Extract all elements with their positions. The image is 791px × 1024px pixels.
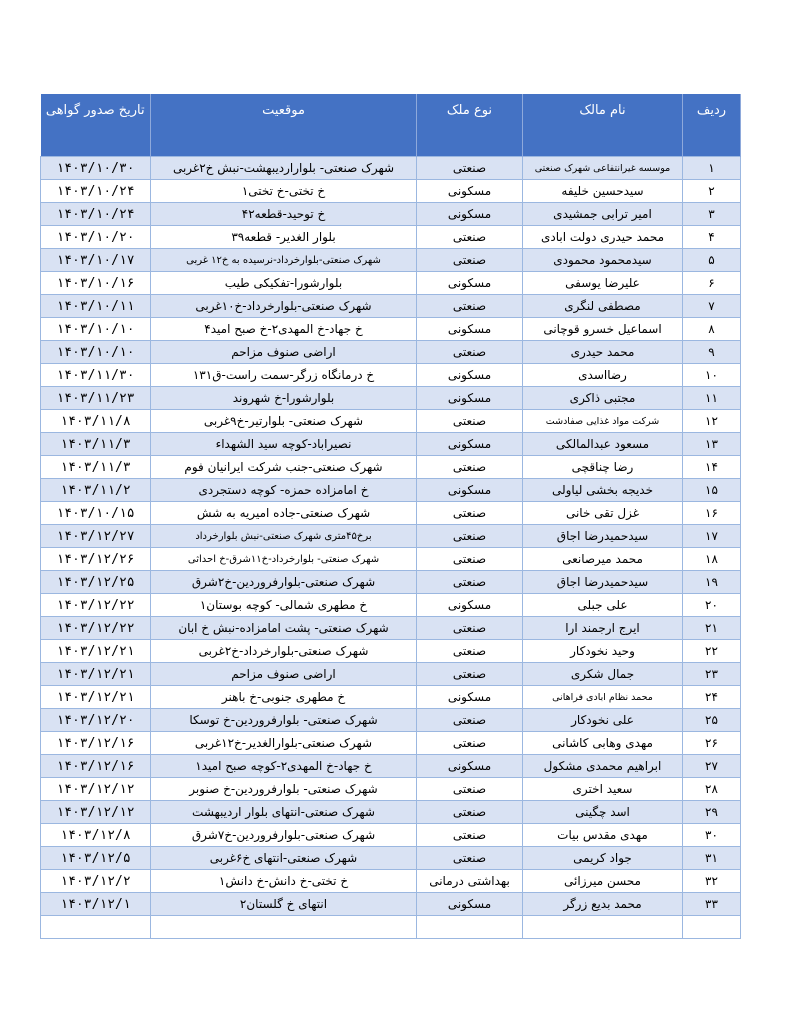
cell-issue-date: ۱۴۰۳/۱۱/۲۳: [41, 387, 151, 410]
cell-location: شهرک صنعتی-جنب شرکت ایرانیان فوم: [151, 456, 417, 479]
cell-row-number: ۲۰: [683, 594, 741, 617]
cell-row-number: ۳۲: [683, 870, 741, 893]
header-issue-date: تاریخ صدور گواهی: [41, 94, 151, 157]
table-row: [41, 502, 741, 525]
cell-row-number: ۲۶: [683, 732, 741, 755]
cell-owner-name: جواد کریمی: [523, 847, 683, 870]
cell-issue-date: ۱۴۰۳/۱۰/۱۰: [41, 318, 151, 341]
cell-property-type: مسکونی: [417, 594, 523, 617]
cell-owner-name: محمد نظام ابادی فراهانی: [523, 686, 683, 709]
cell-property-type: مسکونی: [417, 387, 523, 410]
table-row: [41, 318, 741, 341]
table-row: [41, 387, 741, 410]
table-row: [41, 364, 741, 387]
cell-row-number: ۸: [683, 318, 741, 341]
table-row: [41, 433, 741, 456]
empty-cell: [151, 916, 417, 939]
cell-owner-name: امیر ترابی جمشیدی: [523, 203, 683, 226]
header-property-type: نوع ملک: [417, 94, 523, 157]
cell-location: خ امامزاده حمزه- کوچه دستجردی: [151, 479, 417, 502]
table-row: [41, 640, 741, 663]
cell-owner-name: اسماعیل خسرو قوچانی: [523, 318, 683, 341]
cell-property-type: صنعتی: [417, 249, 523, 272]
cell-issue-date: ۱۴۰۳/۱۲/۲۲: [41, 617, 151, 640]
cell-row-number: ۱۷: [683, 525, 741, 548]
cell-location: خ مطهری جنوبی-خ باهنر: [151, 686, 417, 709]
table-row: [41, 295, 741, 318]
cell-issue-date: ۱۴۰۳/۱۲/۲۰: [41, 709, 151, 732]
cell-row-number: ۱۶: [683, 502, 741, 525]
cell-issue-date: ۱۴۰۳/۱۱/۸: [41, 410, 151, 433]
cell-issue-date: ۱۴۰۳/۱۱/۳۰: [41, 364, 151, 387]
cell-issue-date: ۱۴۰۳/۱۲/۸: [41, 824, 151, 847]
cell-property-type: صنعتی: [417, 410, 523, 433]
cell-property-type: مسکونی: [417, 272, 523, 295]
cell-owner-name: محسن میرزائی: [523, 870, 683, 893]
cell-location: شهرک صنعتی- بلوارخرداد-خ۱۱شرق-خ احداثی: [151, 548, 417, 571]
cell-property-type: صنعتی: [417, 732, 523, 755]
cell-owner-name: مسعود عبدالمالکی: [523, 433, 683, 456]
cell-row-number: ۳: [683, 203, 741, 226]
cell-property-type: صنعتی: [417, 157, 523, 180]
cell-issue-date: ۱۴۰۳/۱۲/۵: [41, 847, 151, 870]
cell-location: بلوارشورا-خ شهروند: [151, 387, 417, 410]
cell-row-number: ۲: [683, 180, 741, 203]
cell-location: شهرک صنعتی-بلوارخرداد-خ۱۰غربی: [151, 295, 417, 318]
cell-row-number: ۳۱: [683, 847, 741, 870]
cell-owner-name: مهدی وهابی کاشانی: [523, 732, 683, 755]
cell-issue-date: ۱۴۰۳/۱۱/۳: [41, 456, 151, 479]
cell-property-type: صنعتی: [417, 295, 523, 318]
cell-property-type: صنعتی: [417, 456, 523, 479]
empty-cell: [417, 916, 523, 939]
table-row: [41, 847, 741, 870]
header-owner-name: نام مالک: [523, 94, 683, 157]
cell-row-number: ۱۵: [683, 479, 741, 502]
cell-location: خ جهاد-خ المهدی۲-کوچه صبح امید۱: [151, 755, 417, 778]
cell-owner-name: مجتبی ذاکری: [523, 387, 683, 410]
table-row: [41, 456, 741, 479]
empty-table-row: [41, 916, 741, 939]
cell-row-number: ۲۲: [683, 640, 741, 663]
cell-location: شهرک صنعتی-بلوارخرداد-خ۲غربی: [151, 640, 417, 663]
cell-owner-name: محمد میرصانعی: [523, 548, 683, 571]
cell-owner-name: علی نخودکار: [523, 709, 683, 732]
cell-row-number: ۹: [683, 341, 741, 364]
table-header: [41, 94, 741, 157]
cell-location: اراضی صنوف مزاحم: [151, 663, 417, 686]
cell-property-type: صنعتی: [417, 640, 523, 663]
cell-row-number: ۱: [683, 157, 741, 180]
cell-location: خ جهاد-خ المهدی۲-خ صبح امید۴: [151, 318, 417, 341]
cell-property-type: صنعتی: [417, 502, 523, 525]
cell-property-type: صنعتی: [417, 341, 523, 364]
cell-property-type: مسکونی: [417, 433, 523, 456]
cell-location: شهرک صنعتی-بلوارفروردین-خ۷شرق: [151, 824, 417, 847]
cell-issue-date: ۱۴۰۳/۱۲/۲۲: [41, 594, 151, 617]
cell-row-number: ۱۹: [683, 571, 741, 594]
cell-issue-date: ۱۴۰۳/۱۰/۱۶: [41, 272, 151, 295]
table-row: [41, 525, 741, 548]
cell-issue-date: ۱۴۰۳/۱۲/۲: [41, 870, 151, 893]
cell-row-number: ۲۹: [683, 801, 741, 824]
cell-property-type: صنعتی: [417, 824, 523, 847]
cell-owner-name: علیرضا یوسفی: [523, 272, 683, 295]
cell-property-type: صنعتی: [417, 617, 523, 640]
cell-owner-name: ایرج ارجمند ارا: [523, 617, 683, 640]
cell-row-number: ۲۱: [683, 617, 741, 640]
table-row: [41, 180, 741, 203]
cell-issue-date: ۱۴۰۳/۱۰/۲۴: [41, 203, 151, 226]
cell-location: انتهای خ گلستان۲: [151, 893, 417, 916]
table-row: [41, 226, 741, 249]
cell-owner-name: جمال شکری: [523, 663, 683, 686]
cell-owner-name: علی جبلی: [523, 594, 683, 617]
cell-issue-date: ۱۴۰۳/۱۲/۱۲: [41, 801, 151, 824]
cell-location: شهرک صنعتی-جاده امیریه به شش: [151, 502, 417, 525]
cell-location: اراضی صنوف مزاحم: [151, 341, 417, 364]
cell-property-type: صنعتی: [417, 226, 523, 249]
cell-row-number: ۷: [683, 295, 741, 318]
cell-owner-name: رضا چناقچی: [523, 456, 683, 479]
cell-location: خ تختی-خ دانش-خ دانش۱: [151, 870, 417, 893]
cell-row-number: ۱۲: [683, 410, 741, 433]
cell-issue-date: ۱۴۰۳/۱۲/۱: [41, 893, 151, 916]
cell-location: شهرک صنعتی- بلوارفروردین-خ صنوبر: [151, 778, 417, 801]
table-row: [41, 410, 741, 433]
cell-location: شهرک صنعتی- بلوارتیر-خ۹غربی: [151, 410, 417, 433]
cell-row-number: ۳۳: [683, 893, 741, 916]
cell-owner-name: وحید نخودکار: [523, 640, 683, 663]
cell-row-number: ۱۳: [683, 433, 741, 456]
table-row: [41, 571, 741, 594]
cell-location: بلوارشورا-تفکیکی طیب: [151, 272, 417, 295]
cell-owner-name: سیدحسین خلیفه: [523, 180, 683, 203]
table-row: [41, 732, 741, 755]
table-row: [41, 479, 741, 502]
table-row: [41, 341, 741, 364]
cell-location: خ تختی-خ تختی۱: [151, 180, 417, 203]
cell-owner-name: مصطفی لنگری: [523, 295, 683, 318]
cell-owner-name: اسد چگینی: [523, 801, 683, 824]
cell-location: شهرک صنعتی-بلوارفروردین-خ۲شرق: [151, 571, 417, 594]
cell-location: شهرک صنعتی- بلوارفروردین-خ توسکا: [151, 709, 417, 732]
header-row-number: ردیف: [683, 94, 741, 157]
cell-issue-date: ۱۴۰۳/۱۱/۳: [41, 433, 151, 456]
cell-issue-date: ۱۴۰۳/۱۲/۱۲: [41, 778, 151, 801]
certificates-table: [40, 94, 741, 939]
cell-row-number: ۲۵: [683, 709, 741, 732]
table-row: [41, 686, 741, 709]
cell-property-type: مسکونی: [417, 203, 523, 226]
cell-issue-date: ۱۴۰۳/۱۰/۱۰: [41, 341, 151, 364]
cell-property-type: صنعتی: [417, 847, 523, 870]
cell-issue-date: ۱۴۰۳/۱۲/۲۱: [41, 640, 151, 663]
cell-row-number: ۱۱: [683, 387, 741, 410]
table-row: [41, 249, 741, 272]
cell-issue-date: ۱۴۰۳/۱۲/۲۵: [41, 571, 151, 594]
cell-owner-name: غزل تقی خانی: [523, 502, 683, 525]
cell-location: خ درمانگاه زرگر-سمت راست-ق۱۳۱: [151, 364, 417, 387]
table-row: [41, 157, 741, 180]
cell-owner-name: محمد بدیع زرگر: [523, 893, 683, 916]
cell-owner-name: مهدی مقدس بیات: [523, 824, 683, 847]
empty-cell: [683, 916, 741, 939]
cell-issue-date: ۱۴۰۳/۱۲/۲۶: [41, 548, 151, 571]
cell-issue-date: ۱۴۰۳/۱۰/۲۰: [41, 226, 151, 249]
cell-location: شهرک صنعتی- بلواراردیبهشت-نبش خ۲غربی: [151, 157, 417, 180]
cell-row-number: ۲۳: [683, 663, 741, 686]
cell-issue-date: ۱۴۰۳/۱۲/۱۶: [41, 732, 151, 755]
table-row: [41, 663, 741, 686]
cell-issue-date: ۱۴۰۳/۱۲/۱۶: [41, 755, 151, 778]
table-row: [41, 778, 741, 801]
table-row: [41, 594, 741, 617]
cell-row-number: ۴: [683, 226, 741, 249]
cell-location: بلوار الغدیر- قطعه۳۹: [151, 226, 417, 249]
cell-property-type: صنعتی: [417, 525, 523, 548]
table-row: [41, 824, 741, 847]
cell-issue-date: ۱۴۰۳/۱۰/۳۰: [41, 157, 151, 180]
cell-row-number: ۶: [683, 272, 741, 295]
cell-owner-name: سیدمحمود محمودی: [523, 249, 683, 272]
cell-location: خ مطهری شمالی- کوچه بوستان۱: [151, 594, 417, 617]
cell-row-number: ۱۴: [683, 456, 741, 479]
cell-property-type: مسکونی: [417, 180, 523, 203]
cell-issue-date: ۱۴۰۳/۱۲/۲۱: [41, 686, 151, 709]
cell-property-type: صنعتی: [417, 548, 523, 571]
cell-issue-date: ۱۴۰۳/۱۲/۲۱: [41, 663, 151, 686]
cell-issue-date: ۱۴۰۳/۱۰/۱۱: [41, 295, 151, 318]
table-row: [41, 709, 741, 732]
table-row: [41, 272, 741, 295]
cell-row-number: ۱۸: [683, 548, 741, 571]
cell-owner-name: سیدحمیدرضا اجاق: [523, 525, 683, 548]
cell-property-type: مسکونی: [417, 479, 523, 502]
cell-owner-name: رضااسدی: [523, 364, 683, 387]
cell-property-type: صنعتی: [417, 778, 523, 801]
cell-issue-date: ۱۴۰۳/۱۱/۲: [41, 479, 151, 502]
cell-property-type: بهداشتی درمانی: [417, 870, 523, 893]
cell-property-type: صنعتی: [417, 709, 523, 732]
cell-owner-name: محمد حیدری: [523, 341, 683, 364]
cell-property-type: مسکونی: [417, 318, 523, 341]
cell-property-type: مسکونی: [417, 755, 523, 778]
cell-owner-name: خدیجه بخشی لیاولی: [523, 479, 683, 502]
cell-location: شهرک صنعتی-انتهای خ۶غربی: [151, 847, 417, 870]
cell-location: برخ۴۵متری شهرک صنعتی-نبش بلوارخرداد: [151, 525, 417, 548]
cell-location: شهرک صنعتی- پشت امامزاده-نبش خ ابان: [151, 617, 417, 640]
cell-property-type: صنعتی: [417, 801, 523, 824]
table-row: [41, 617, 741, 640]
table-row: [41, 870, 741, 893]
table-body: [41, 157, 741, 939]
table-row: [41, 893, 741, 916]
table-row: [41, 755, 741, 778]
cell-owner-name: موسسه غیرانتفاعی شهرک صنعتی: [523, 157, 683, 180]
cell-row-number: ۲۷: [683, 755, 741, 778]
cell-owner-name: سیدحمیدرضا اجاق: [523, 571, 683, 594]
table-row: [41, 801, 741, 824]
cell-location: شهرک صنعتی-انتهای بلوار اردیبهشت: [151, 801, 417, 824]
cell-owner-name: محمد حیدری دولت ابادی: [523, 226, 683, 249]
cell-location: شهرک صنعتی-بلوارخرداد-نرسیده به خ۱۲ غربی: [151, 249, 417, 272]
cell-property-type: مسکونی: [417, 364, 523, 387]
cell-row-number: ۳۰: [683, 824, 741, 847]
table-row: [41, 203, 741, 226]
header-location: موقعیت: [151, 94, 417, 157]
cell-property-type: مسکونی: [417, 893, 523, 916]
cell-location: خ توحید-قطعه۴۲: [151, 203, 417, 226]
cell-owner-name: ابراهیم محمدی مشکول: [523, 755, 683, 778]
cell-issue-date: ۱۴۰۳/۱۰/۱۵: [41, 502, 151, 525]
cell-owner-name: سعید اختری: [523, 778, 683, 801]
table-row: [41, 548, 741, 571]
cell-location: نصیراباد-کوچه سید الشهداء: [151, 433, 417, 456]
empty-cell: [523, 916, 683, 939]
cell-row-number: ۲۴: [683, 686, 741, 709]
cell-issue-date: ۱۴۰۳/۱۲/۲۷: [41, 525, 151, 548]
cell-location: شهرک صنعتی-بلوارالغدیر-خ۱۲غربی: [151, 732, 417, 755]
cell-issue-date: ۱۴۰۳/۱۰/۱۷: [41, 249, 151, 272]
cell-property-type: صنعتی: [417, 571, 523, 594]
cell-owner-name: شرکت مواد غذایی صفادشت: [523, 410, 683, 433]
cell-row-number: ۲۸: [683, 778, 741, 801]
cell-property-type: مسکونی: [417, 686, 523, 709]
empty-cell: [41, 916, 151, 939]
cell-row-number: ۵: [683, 249, 741, 272]
cell-property-type: صنعتی: [417, 663, 523, 686]
cell-issue-date: ۱۴۰۳/۱۰/۲۴: [41, 180, 151, 203]
cell-row-number: ۱۰: [683, 364, 741, 387]
